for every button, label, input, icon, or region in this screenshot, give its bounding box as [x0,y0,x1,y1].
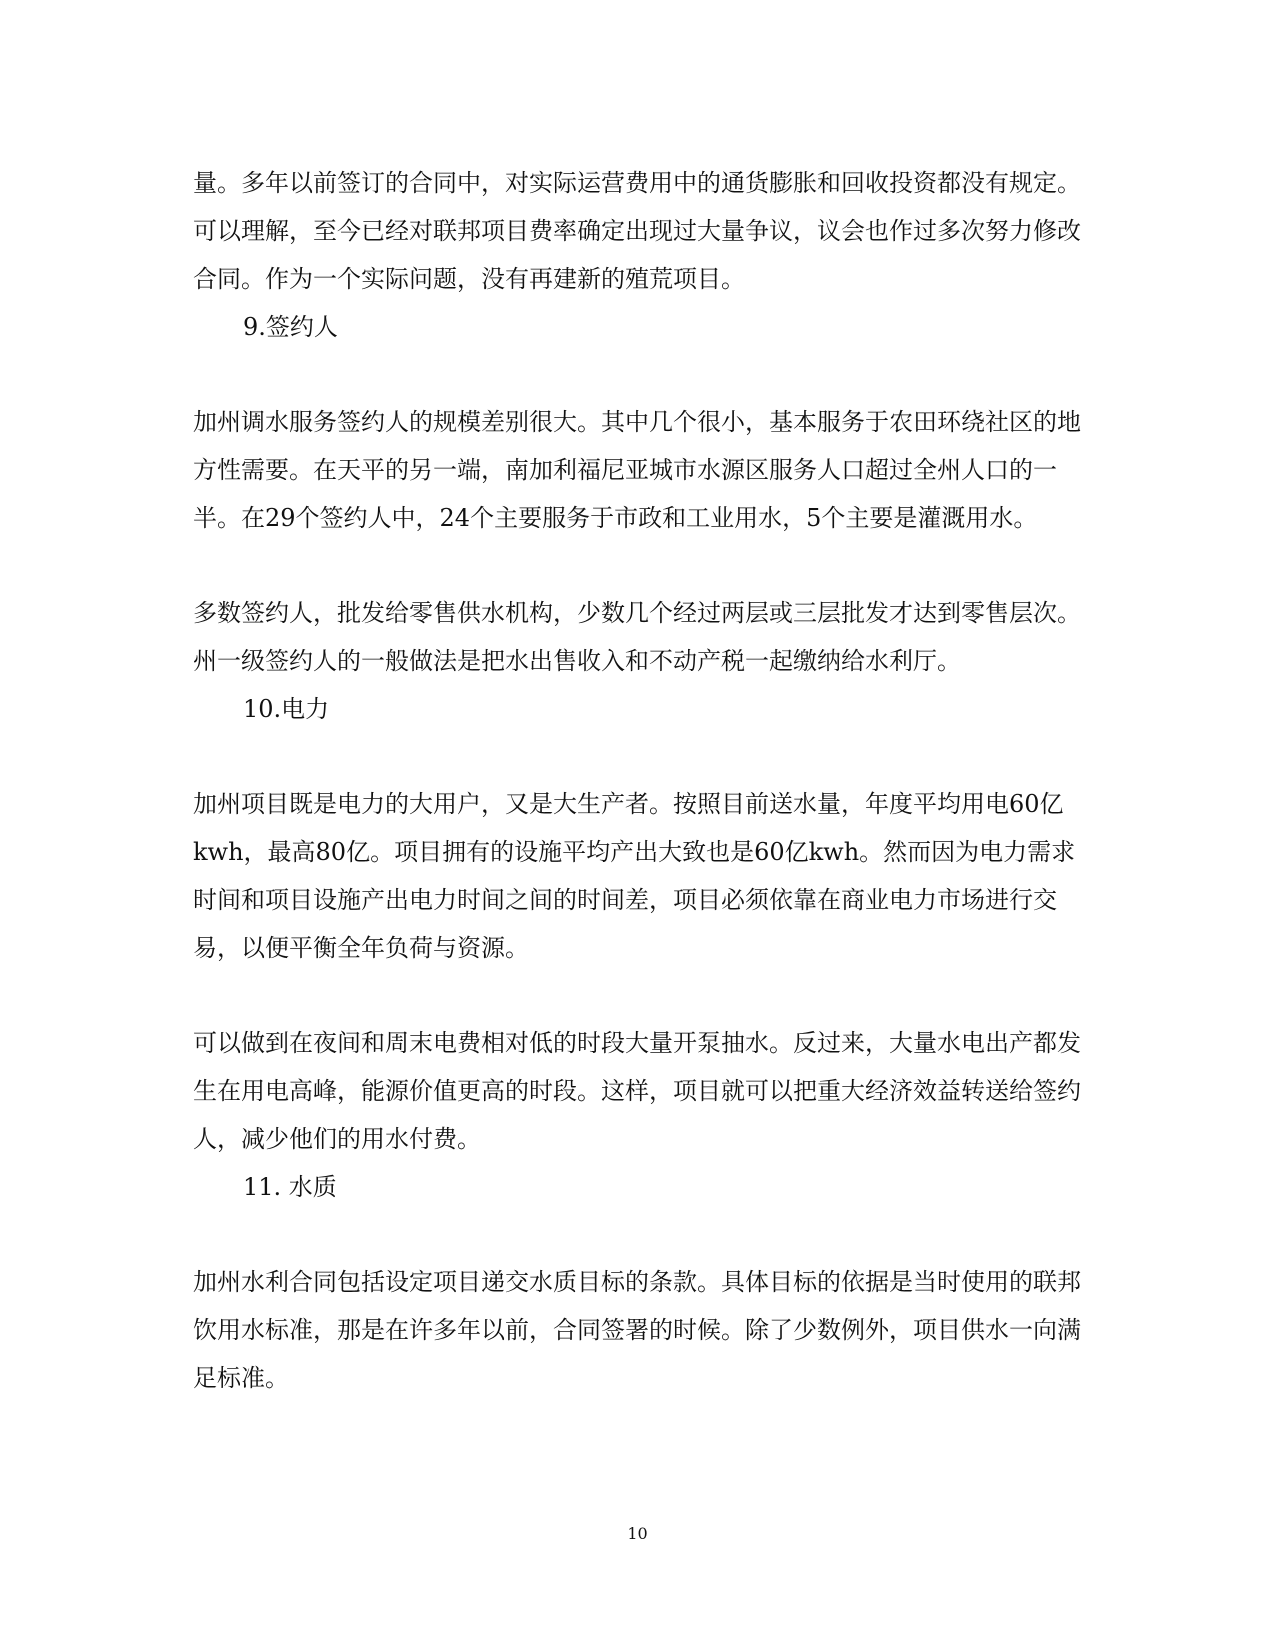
spacer [193,351,1088,398]
paragraph-signatories-wholesale: 多数签约人，批发给零售供水机构，少数几个经过两层或三层批发才达到零售层次。州一级签约人的一般做法是把水出售收入和不动产税一起缴纳给水利厅。 [193,599,1081,675]
section-heading-11-water-quality: 11. 水质 [243,1173,337,1201]
paragraph-water-quality: 加州水利合同包括设定项目递交水质目标的条款。具体目标的依据是当时使用的联邦饮用水标准，那是在许多年以前，合同签署的时候。除了少数例外，项目供水一向满足标准。 [193,1268,1081,1392]
spacer [193,542,1088,589]
section-heading-10-power: 10.电力 [243,695,330,723]
section-heading-9-signatories: 9.签约人 [243,313,338,341]
page-number: 10 [627,1524,648,1543]
spacer [193,972,1088,1019]
page-body [193,159,1088,1402]
paragraph-power-usage: 加州项目既是电力的大用户，又是大生产者。按照目前送水量，年度平均用电60亿kwh，最高80亿。项目拥有的设施平均产出大致也是60亿kwh。然而因为电力需求时间和项目设施产出电力时间之间的时间差，项目必须依靠在商业电力市场进行交易，以便平衡全年负荷与资源。 [193,790,1076,962]
paragraph-signatories-scale: 加州调水服务签约人的规模差别很大。其中几个很小，基本服务于农田环绕社区的地方性需要。在天平的另一端，南加利福尼亚城市水源区服务人口超过全州人口的一半。在29个签约人中，24个主要服务于市政和工业用水，5个主要是灌溉用水。 [193,408,1081,532]
spacer [193,733,1088,780]
paragraph-power-pumping: 可以做到在夜间和周末电费相对低的时段大量开泵抽水。反过来，大量水电出产都发生在用电高峰，能源价值更高的时段。这样，项目就可以把重大经济效益转送给签约人，减少他们的用水付费。 [193,1029,1081,1153]
spacer [193,1211,1088,1258]
paragraph-intro-continued: 量。多年以前签订的合同中，对实际运营费用中的通货膨胀和回收投资都没有规定。可以理解，至今已经对联邦项目费率确定出现过大量争议，议会也作过多次努力修改合同。作为一个实际问题，没有再建新的殖荒项目。 [193,169,1081,293]
